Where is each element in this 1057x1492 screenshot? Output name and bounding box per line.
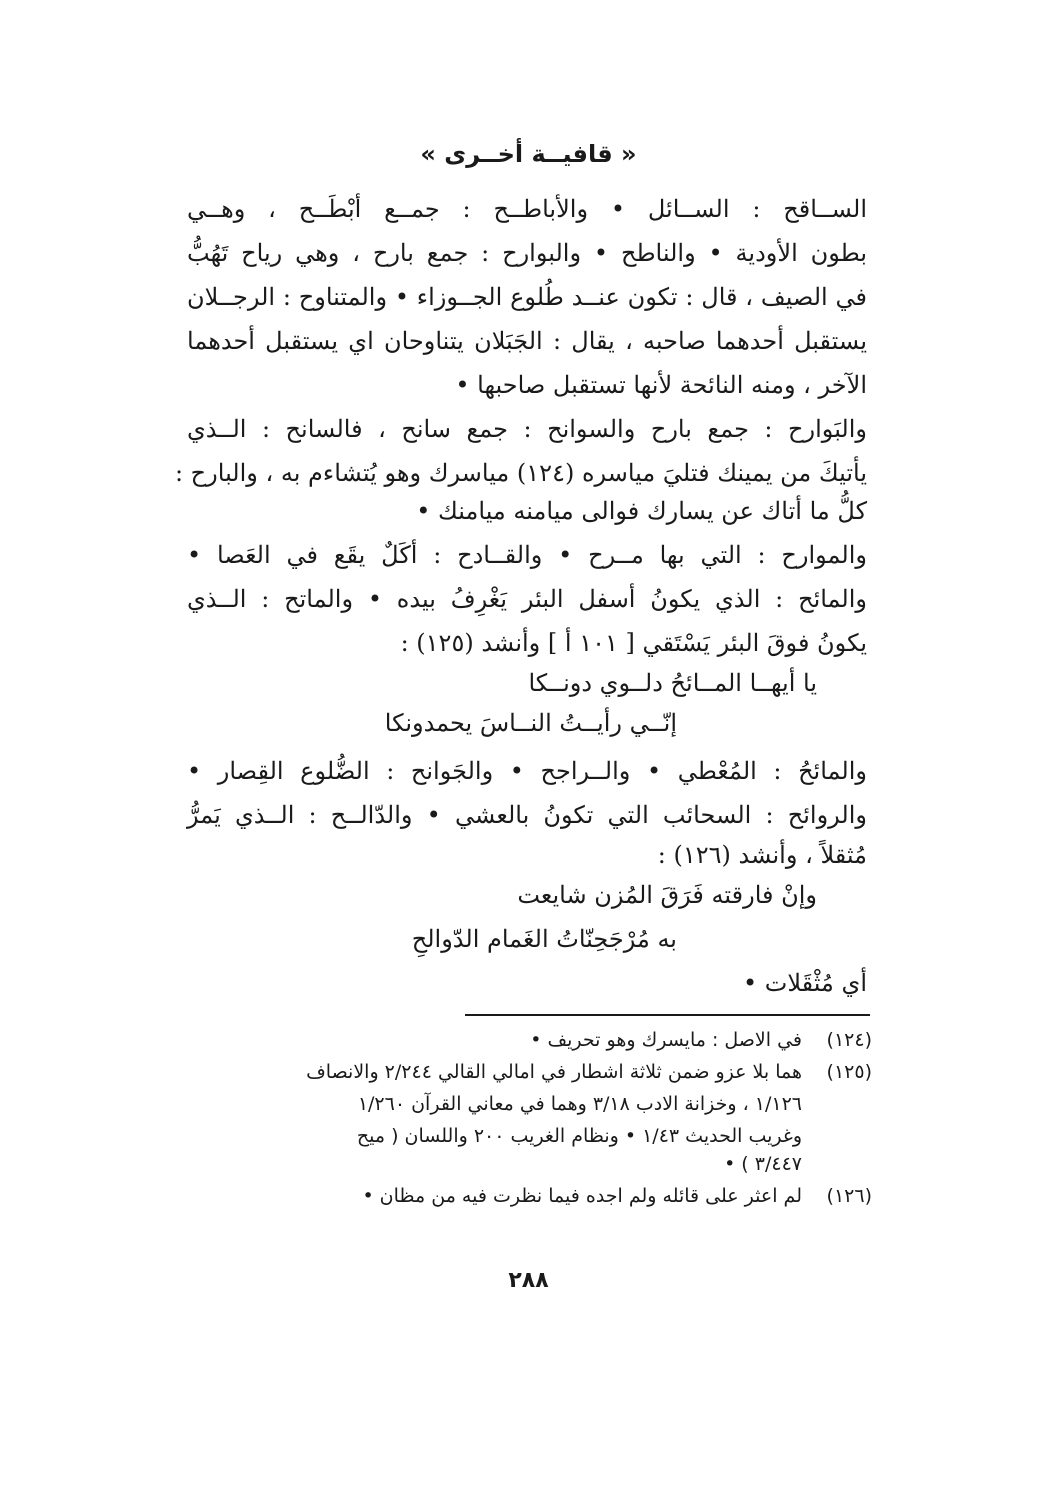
- body-line: الآخر ، ومنه النائحة لأنها تستقبل صاحبها •: [455, 371, 867, 399]
- section-title: « قافيــة أخــرى »: [420, 140, 637, 168]
- body-line: والموارح : التي بها مــرح • والقــادح : أكَلٌ يقَع في العَصا •: [187, 541, 867, 569]
- body-line: يأتيكَ من يمينك فتليَ مياسره (١٢٤) مياسرك وهو يُتشاءم به ، والبارح :: [174, 459, 867, 487]
- footnote: [182, 1026, 872, 1054]
- footnote-text: في الاصل : مايسرك وهو تحريف •: [530, 1029, 802, 1051]
- body-line: بطون الأودية • والناطح • والبوارح : جمع بارح ، وهي رياح تَهُبُّ: [187, 239, 867, 267]
- body-line: مُثقلاً ، وأنشد (١٢٦) :: [657, 841, 867, 869]
- body-line: في الصيف ، قال : تكون عنــد طُلوع الجــوزاء • والمتناوح : الرجــلان: [187, 283, 867, 311]
- verse-line: إنّــي رأيــتُ النــاسَ يحمدونكا: [384, 709, 677, 737]
- footnote-text: هما بلا عزو ضمن ثلاثة اشطار في امالي القالي ٢/٢٤٤ والانصاف: [306, 1061, 802, 1083]
- footnote-divider: [465, 1014, 870, 1016]
- footnote: [182, 1058, 872, 1086]
- verse-line: يا أيهــا المــائحُ دلــوي دونــكا: [528, 669, 817, 697]
- closing-line: أي مُثْقَلات •: [742, 969, 867, 997]
- verse-line: وإنْ فارقته فَرَقَ المُزن شايعت: [517, 881, 817, 909]
- footnote-number: (١٢٦): [826, 1185, 872, 1207]
- body-line: يستقبل أحدهما صاحبه ، يقال : الجَبَلان يتناوحان اي يستقبل أحدهما: [187, 327, 867, 355]
- footnote-text: لم اعثر على قائله ولم اجده فيما نظرت فيه من مظان •: [362, 1185, 802, 1207]
- body-line: والمائحُ : المُعْطي • والــراجح • والجَوانح : الضُّلوع القِصار •: [187, 757, 867, 785]
- footnote: [182, 1182, 872, 1210]
- footnote-continuation: [182, 1122, 872, 1150]
- body-line: والبَوارح : جمع بارح والسوانح : جمع سانح ، فالسانح : الــذي: [187, 415, 867, 443]
- footnote-text: ٣/٤٤٧ ) •: [724, 1153, 802, 1175]
- footnote-number: [802, 1090, 872, 1118]
- footnote-number: [802, 1122, 872, 1150]
- body-line: والروائح : السحائب التي تكونُ بالعشي • والدّالــح : الــذي يَمرُّ: [187, 801, 867, 829]
- footnote-number: [802, 1150, 872, 1178]
- body-line: الســاقح : الســائل • والأباطــح : جمــع أبْطَــح ، وهــي: [187, 195, 867, 223]
- body-line: والمائح : الذي يكونُ أسفل البئر يَغْرِفُ بيده • والماتح : الــذي: [187, 585, 867, 613]
- footnote-number: (١٢٤): [826, 1029, 872, 1051]
- footnote-number: (١٢٥): [826, 1061, 872, 1083]
- footnote-text: ١/١٢٦ ، وخزانة الادب ٣/١٨ وهما في معاني القرآن ١/٢٦٠: [357, 1093, 802, 1115]
- page-number: ٢٨٨: [508, 1268, 549, 1293]
- body-line: كلُّ ما أتاك عن يسارك فوالى ميامنه ميامنك •: [416, 497, 867, 525]
- body-line: يكونُ فوقَ البئر يَسْتَقي [ ١٠١ أ ] وأنشد (١٢٥) :: [400, 629, 867, 657]
- verse-line: به مُرْجَحِنّاتُ الغَمام الدّوالحِ: [411, 925, 677, 953]
- footnote-continuation: [182, 1150, 872, 1178]
- footnote-text: وغريب الحديث ١/٤٣ • ونظام الغريب ٢٠٠ واللسان ( ميح: [356, 1125, 802, 1147]
- footnote-continuation: [182, 1090, 872, 1118]
